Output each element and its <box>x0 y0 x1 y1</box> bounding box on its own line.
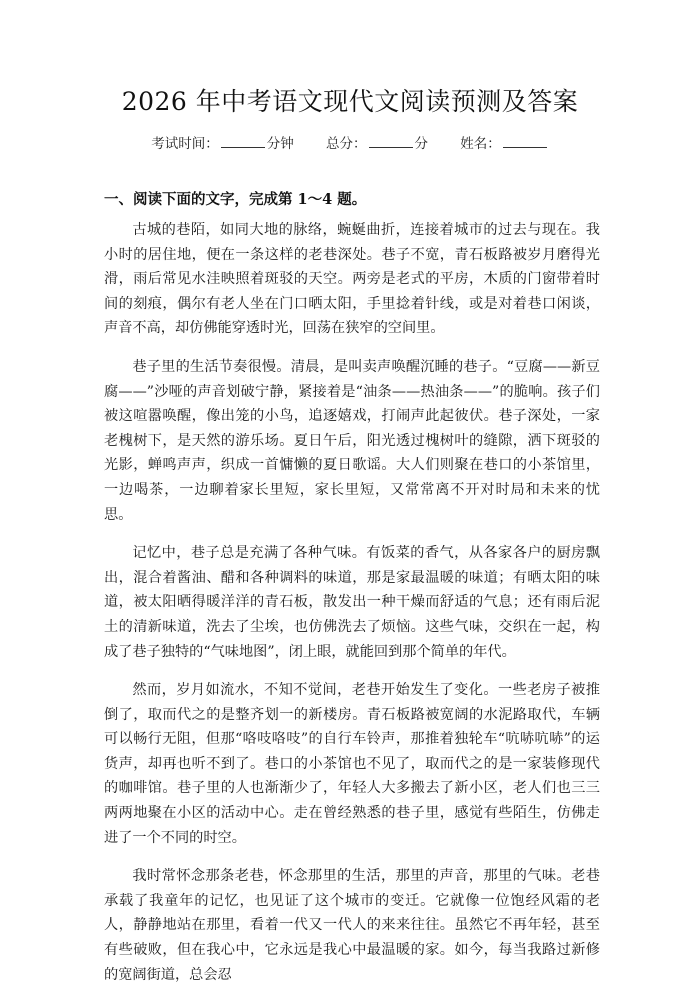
passage-paragraph-4: 然而，岁月如流水，不知不觉间，老巷开始发生了变化。一些老房子被推倒了，取而代之的是整齐划一的新楼房。青石板路被宽阔的水泥路取代，车辆可以畅行无阻，但那“咯吱咯吱”的自行车铃声，那推着独轮车“吭哧吭哧”的运货声，却再也听不到了。巷口的小茶馆也不见了，取而代之的是一家装修现代的咖啡馆。巷子里的人也渐渐少了，年轻人大多搬去了新小区，老人们也三三两两地聚在小区的活动中心。走在曾经熟悉的巷子里，感觉有些陌生，仿佛走进了一个不同的时空。 <box>104 682 600 846</box>
student-name-blank <box>503 135 547 148</box>
total-score-label: 总分： <box>326 136 367 152</box>
reading-passage <box>104 218 600 1001</box>
student-name-field <box>460 132 549 152</box>
student-name-label: 姓名： <box>460 136 501 152</box>
exam-time-unit: 分钟 <box>266 136 294 152</box>
total-score-unit: 分 <box>414 136 428 152</box>
passage-paragraph-1: 古城的巷陌，如同大地的脉络，蜿蜒曲折，连接着城市的过去与现在。我小时的居住地，便在一条这样的老巷深处。巷子不宽，青石板路被岁月磨得光滑，雨后常见水洼映照着斑驳的天空。两旁是老式的平房，木质的门窗带着时间的刻痕，偶尔有老人坐在门口晒太阳，手里捻着针线，或是对着巷口闲谈，声音不高，却仿佛能穿透时光，回荡在狭窄的空间里。 <box>104 222 600 337</box>
total-score-field <box>326 132 428 152</box>
exam-info-line <box>0 132 700 152</box>
exam-time-label: 考试时间： <box>151 136 219 152</box>
section-heading: 一、阅读下面的文字，完成第 1～4 题。 <box>104 191 367 208</box>
exam-time-field <box>151 132 294 152</box>
passage-paragraph-2: 巷子里的生活节奏很慢。清晨，是叫卖声唤醒沉睡的巷子。“豆腐——新豆腐——”沙哑的声音划破宁静，紧接着是“油条——热油条——”的脆响。孩子们被这喧嚣唤醒，像出笼的小鸟，追逐嬉戏，打闹声此起彼伏。巷子深处，一家老槐树下，是天然的游乐场。夏日午后，阳光透过槐树叶的缝隙，洒下斑驳的光影，蝉鸣声声，织成一首慵懒的夏日歌谣。大人们则聚在巷口的小茶馆里，一边喝茶，一边聊着家长里短，家长里短，又常常离不开对时局和未来的忧思。 <box>104 358 600 523</box>
passage-paragraph-5: 我时常怀念那条老巷，怀念那里的生活，那里的声音，那里的气味。老巷承载了我童年的记忆，也见证了这个城市的变迁。它就像一位饱经风霜的老人，静静地站在那里，看着一代又一代人的来来往往。虽然它不再年轻，甚至有些破败，但在我心中，它永远是我心中最温暖的家。如今，每当我路过新修的宽阔街道，总会忍 <box>104 868 600 983</box>
exam-time-blank <box>221 135 265 148</box>
passage-paragraph-3: 记忆中，巷子总是充满了各种气味。有饭菜的香气，从各家各户的厨房飘出，混合着酱油、醋和各种调料的味道，那是家最温暖的味道；有晒太阳的味道，被太阳晒得暖洋洋的青石板，散发出一种干燥而舒适的气息；还有雨后泥土的清新味道，洗去了尘埃，也仿佛洗去了烦恼。这些气味，交织在一起，构成了巷子独特的“气味地图”，闭上眼，就能回到那个简单的年代。 <box>104 545 600 660</box>
page-title: 2026 年中考语文现代文阅读预测及答案 <box>121 87 579 116</box>
total-score-blank <box>369 135 413 148</box>
